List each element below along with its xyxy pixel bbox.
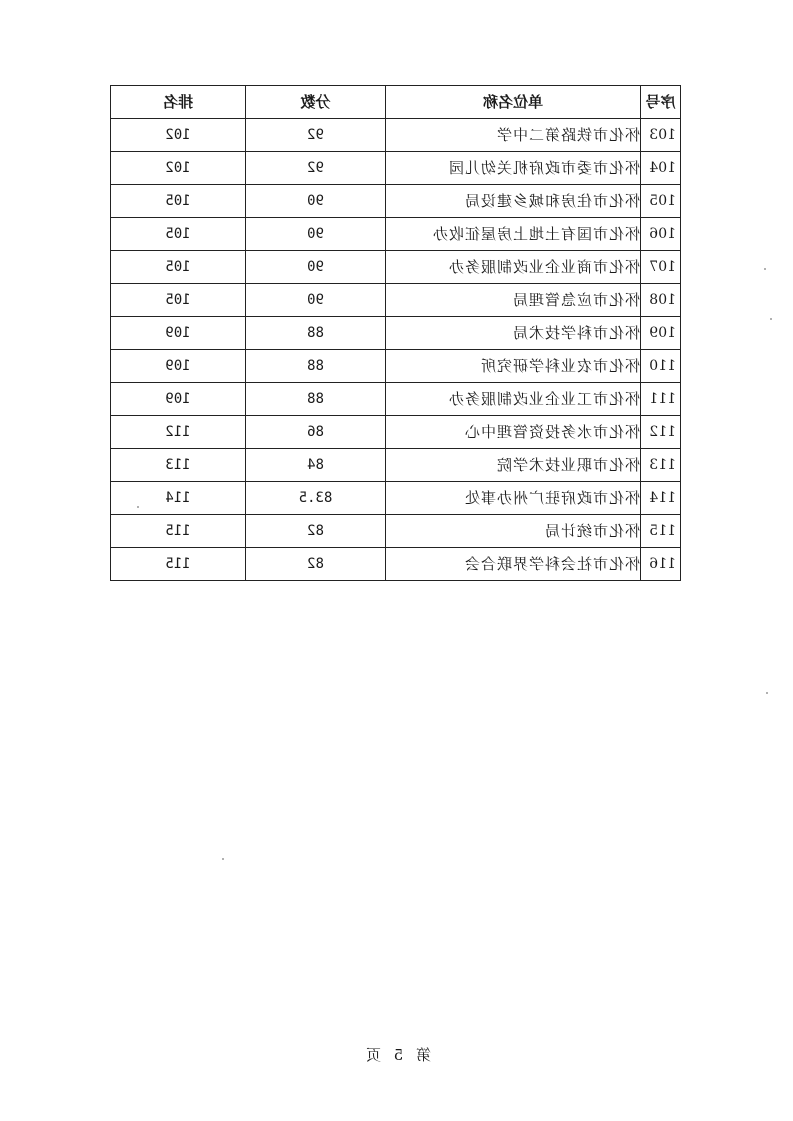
cell-score: 88 <box>246 350 386 383</box>
cell-rank: 105 <box>111 284 246 317</box>
cell-score: 86 <box>246 416 386 449</box>
scan-speck <box>222 858 224 860</box>
cell-score: 90 <box>246 185 386 218</box>
cell-rank: 105 <box>111 251 246 284</box>
ranking-table <box>110 85 681 581</box>
cell-unit: 怀化市社会科学界联合会 <box>386 548 641 581</box>
cell-unit: 怀化市科学技术局 <box>386 317 641 350</box>
cell-unit: 怀化市商业企业改制服务办 <box>386 251 641 284</box>
cell-seq: 109 <box>641 317 681 350</box>
scan-speck <box>766 692 768 694</box>
table-row <box>111 449 681 482</box>
cell-rank: 105 <box>111 185 246 218</box>
cell-seq: 114 <box>641 482 681 515</box>
cell-seq: 116 <box>641 548 681 581</box>
cell-seq: 112 <box>641 416 681 449</box>
cell-rank: 109 <box>111 317 246 350</box>
cell-seq: 105 <box>641 185 681 218</box>
page-number: 第 5 页 <box>361 1046 432 1064</box>
header-score: 分数 <box>246 86 386 119</box>
cell-score: 90 <box>246 284 386 317</box>
cell-unit: 怀化市委市政府机关幼儿园 <box>386 152 641 185</box>
table-row <box>111 350 681 383</box>
cell-score: 92 <box>246 152 386 185</box>
cell-seq: 104 <box>641 152 681 185</box>
cell-seq: 107 <box>641 251 681 284</box>
table-row <box>111 284 681 317</box>
header-unit-name: 单位名称 <box>386 86 641 119</box>
cell-rank: 114 <box>111 482 246 515</box>
cell-rank: 109 <box>111 383 246 416</box>
cell-unit: 怀化市国有土地上房屋征收办 <box>386 218 641 251</box>
table-row <box>111 218 681 251</box>
cell-seq: 115 <box>641 515 681 548</box>
cell-seq: 106 <box>641 218 681 251</box>
cell-seq: 103 <box>641 119 681 152</box>
cell-score: 82 <box>246 548 386 581</box>
table-row <box>111 416 681 449</box>
cell-unit: 怀化市应急管理局 <box>386 284 641 317</box>
table-row <box>111 185 681 218</box>
cell-unit: 怀化市政府驻广州办事处 <box>386 482 641 515</box>
cell-score: 90 <box>246 218 386 251</box>
cell-score: 90 <box>246 251 386 284</box>
scan-speck <box>770 318 772 320</box>
cell-unit: 怀化市农业科学研究所 <box>386 350 641 383</box>
cell-unit: 怀化市住房和城乡建设局 <box>386 185 641 218</box>
scan-speck <box>764 268 766 270</box>
cell-seq: 108 <box>641 284 681 317</box>
cell-score: 88 <box>246 317 386 350</box>
table-row <box>111 383 681 416</box>
cell-rank: 102 <box>111 119 246 152</box>
cell-rank: 109 <box>111 350 246 383</box>
cell-seq: 110 <box>641 350 681 383</box>
cell-score: 88 <box>246 383 386 416</box>
cell-unit: 怀化市职业技术学院 <box>386 449 641 482</box>
table-row <box>111 482 681 515</box>
cell-rank: 115 <box>111 515 246 548</box>
table-row <box>111 548 681 581</box>
cell-score: 82 <box>246 515 386 548</box>
cell-unit: 怀化市统计局 <box>386 515 641 548</box>
cell-score: 83.5 <box>246 482 386 515</box>
table-row <box>111 515 681 548</box>
header-rank: 排名 <box>111 86 246 119</box>
cell-rank: 113 <box>111 449 246 482</box>
cell-seq: 111 <box>641 383 681 416</box>
table-body <box>111 119 681 581</box>
cell-unit: 怀化市铁路第二中学 <box>386 119 641 152</box>
cell-rank: 102 <box>111 152 246 185</box>
header-seq: 序号 <box>641 86 681 119</box>
cell-rank: 115 <box>111 548 246 581</box>
table-row <box>111 119 681 152</box>
cell-unit: 怀化市工业企业改制服务办 <box>386 383 641 416</box>
cell-unit: 怀化市水务投资管理中心 <box>386 416 641 449</box>
table-row <box>111 251 681 284</box>
cell-score: 92 <box>246 119 386 152</box>
scan-speck <box>137 506 139 508</box>
cell-score: 84 <box>246 449 386 482</box>
cell-rank: 112 <box>111 416 246 449</box>
table-header-row <box>111 86 681 119</box>
table-row <box>111 317 681 350</box>
table-row <box>111 152 681 185</box>
cell-rank: 105 <box>111 218 246 251</box>
cell-seq: 113 <box>641 449 681 482</box>
